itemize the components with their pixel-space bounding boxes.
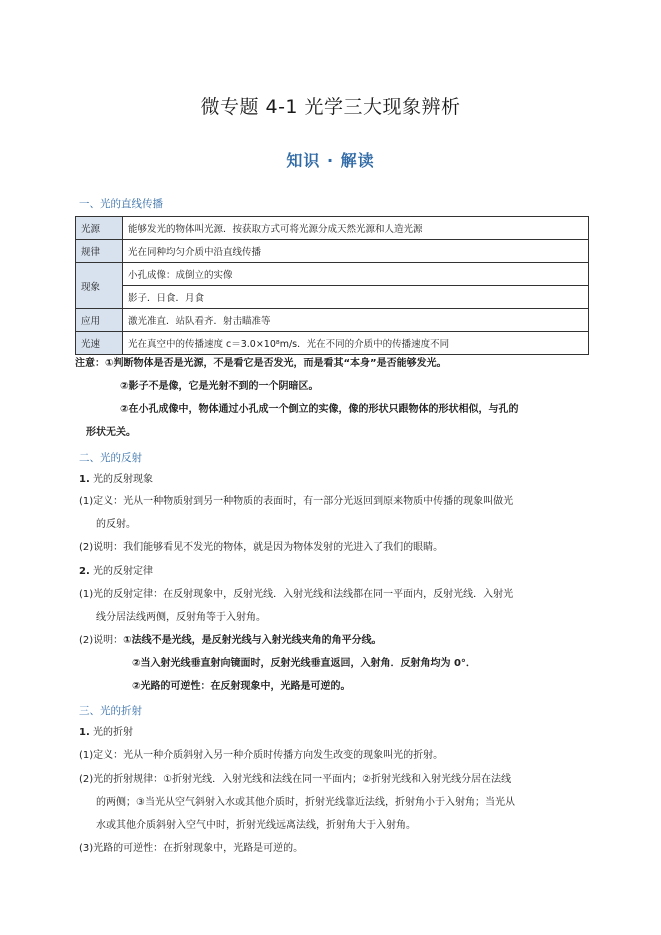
table-row: [76, 217, 589, 240]
paragraph-line: 的两侧；③当光从空气斜射入水或其他介质时，折射光线靠近法线，折射角小于入射角；当光从: [96, 797, 515, 808]
subheading: [79, 565, 153, 579]
section-heading-refraction: 三、光的折射: [79, 705, 142, 717]
subheading-number: 1.: [79, 727, 90, 738]
paragraph-line: (2)光的折射规律：①折射光线．入射光线和法线在同一平面内；②折射光线和入射光线分居在法线: [79, 774, 512, 785]
table-row: [76, 309, 589, 332]
table-key: 光速: [76, 332, 123, 355]
table-value: 影子．日食．月食: [123, 286, 589, 309]
paragraph-line: (1)定义：光从一种物质射到另一种物质的表面时，有一部分光返回到原来物质中传播的现象叫做光: [79, 496, 514, 507]
table-key: 规律: [76, 240, 123, 263]
paragraph-line: ②光路的可逆性：在反射现象中，光路是可逆的。: [132, 681, 351, 692]
table-row: [76, 240, 589, 263]
table-key: 光源: [76, 217, 123, 240]
paragraph-line: 水或其他介质斜射入空气中时，折射光线远离法线，折射角大于入射角。: [96, 820, 416, 831]
subheading-text: 光的折射: [92, 727, 133, 738]
paragraph-line: ②当入射光线垂直射向镜面时，反射光线垂直返回，入射角．反射角均为 0°．: [132, 658, 476, 669]
note-line: 形状无关。: [86, 427, 136, 438]
page-subtitle: 知识 · 解读: [286, 151, 375, 170]
note-line: ②在小孔成像中，物体通过小孔成一个倒立的实像，像的形状只跟物体的形状相似，与孔的: [120, 404, 519, 415]
table-row: [76, 286, 589, 309]
paragraph-line: 线分居法线两侧，反射角等于入射角。: [96, 612, 266, 623]
table-key: 现象: [76, 263, 123, 309]
paragraph-line: 的反射。: [96, 519, 136, 530]
section-heading-reflection: 二、光的反射: [79, 452, 142, 464]
light-propagation-table: [75, 216, 589, 355]
paragraph-prefix: (2)说明：: [79, 635, 124, 646]
table-row: [76, 263, 589, 286]
note-line: ②影子不是像，它是光射不到的一个阴暗区。: [120, 381, 319, 392]
table-row: [76, 332, 589, 355]
subheading: [79, 473, 153, 487]
subheading-number: 2.: [79, 566, 90, 577]
table-value: 能够发光的物体叫光源．按获取方式可将光源分成天然光源和人造光源: [123, 217, 589, 240]
page-title: 微专题 4-1 光学三大现象辨析: [200, 96, 461, 118]
subheading: [79, 726, 133, 740]
table-key: 应用: [76, 309, 123, 332]
paragraph-line: (1)光的反射定律：在反射现象中，反射光线．入射光线和法线都在同一平面内，反射光线．入射光: [79, 589, 514, 600]
paragraph-bold: ①法线不是光线，是反射光线与入射光线夹角的角平分线。: [123, 635, 382, 646]
section-heading-rectilinear: 一、光的直线传播: [79, 198, 163, 210]
paragraph-line: (3)光路的可逆性：在折射现象中，光路是可逆的。: [79, 843, 304, 854]
paragraph-line: [79, 634, 382, 648]
paragraph-line: (2)说明：我们能够看见不发光的物体，就是因为物体发射的光进入了我们的眼睛。: [79, 542, 444, 553]
paragraph-line: (1)定义：光从一种介质斜射入另一种介质时传播方向发生改变的现象叫光的折射。: [79, 750, 444, 761]
subheading-text: 光的反射定律: [92, 566, 153, 577]
subheading-text: 光的反射现象: [92, 474, 153, 485]
note-line: 注意：①判断物体是否是光源，不是看它是否发光，而是看其“本身”是否能够发光。: [75, 358, 447, 369]
table-value: 光在真空中的传播速度 c＝3.0×10⁸m/s．光在不同的介质中的传播速度不同: [123, 332, 589, 355]
table-value: 小孔成像：成倒立的实像: [123, 263, 589, 286]
subheading-number: 1.: [79, 474, 90, 485]
table-value: 光在同种均匀介质中沿直线传播: [123, 240, 589, 263]
table-value: 激光准直．站队看齐．射击瞄准等: [123, 309, 589, 332]
